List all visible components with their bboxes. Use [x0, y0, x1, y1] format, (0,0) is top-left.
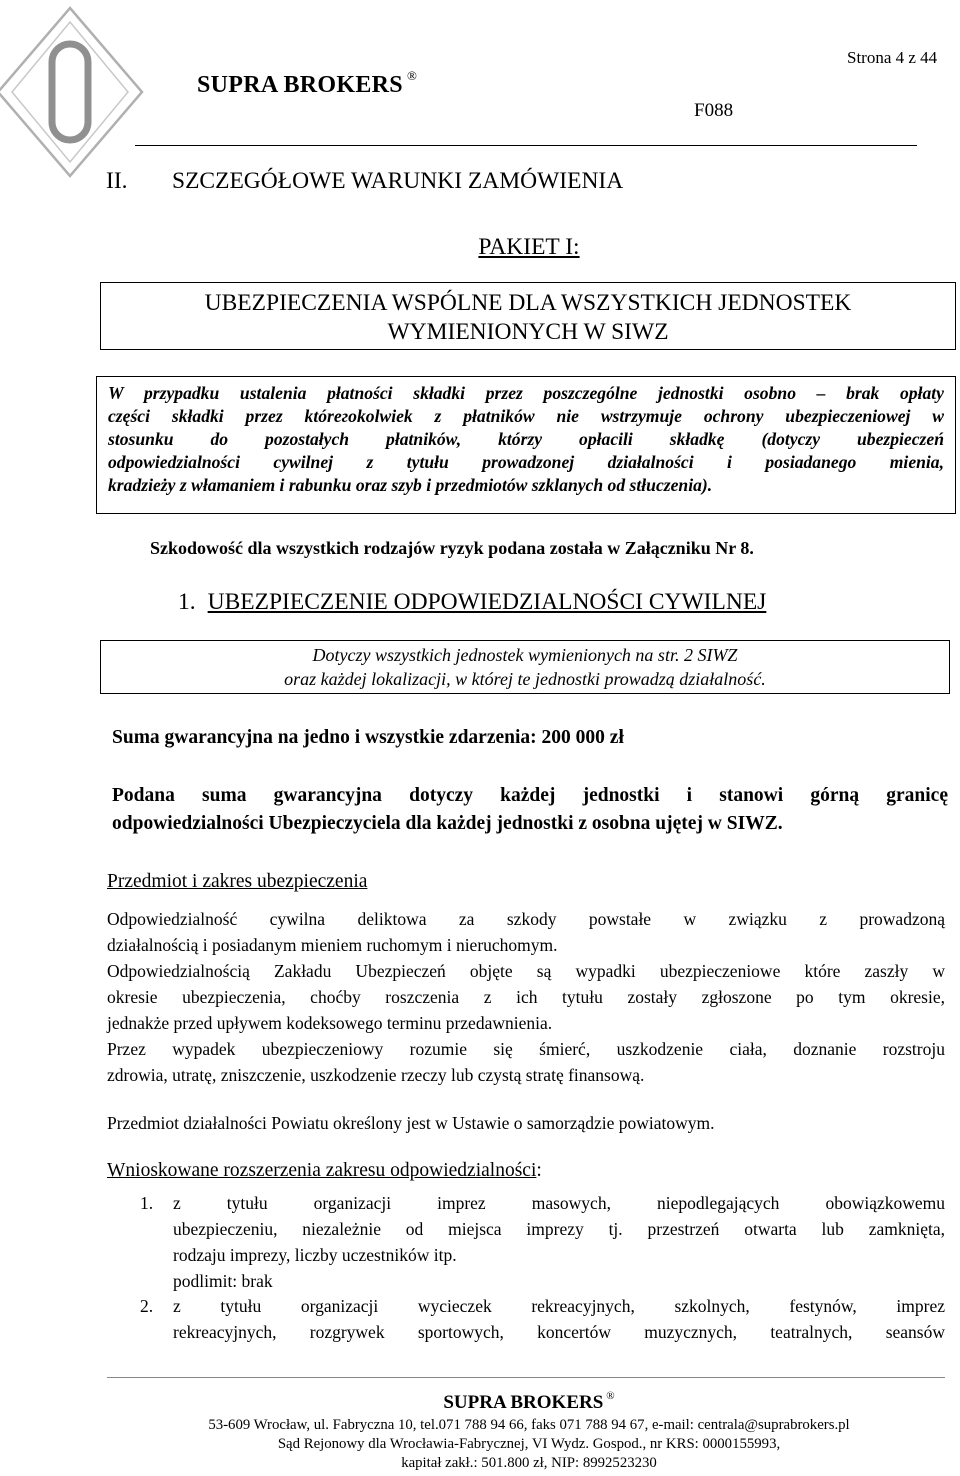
footer-brand: SUPRA BROKERS ®	[443, 1390, 615, 1413]
notice-line: odpowiedzialności cywilnej z tytułu prowadzonej działalności i posiadanego mienia,	[108, 452, 944, 472]
notice-line: stosunku do pozostałych płatników, którzy opłacili składkę (dotyczy ubezpieczeń	[108, 429, 944, 449]
paragraph-line: działalnością i posiadanym mieniem ruchomym i nieruchomym.	[107, 935, 558, 955]
paragraph-definition	[107, 1036, 945, 1088]
supra-brokers-logo-icon	[0, 0, 150, 182]
paragraph-line: okresie ubezpieczenia, choćby roszczenia z ich tytułu zostały zgłoszone po tym okresie,	[107, 987, 945, 1007]
sum-note-line: Podana suma gwarancyjna dotyczy każdej jednostki i stanowi górną granicę	[112, 785, 948, 806]
scope-line: oraz każdej lokalizacji, w której te jednostki prowadzą działalność.	[284, 669, 766, 689]
list-item-line: rekreacyjnych, rozgrywek sportowych, koncertów muzycznych, teatralnych, seansów	[173, 1322, 945, 1342]
page-number: Strona 4 z 44	[847, 48, 938, 67]
paragraph-coverage	[107, 958, 945, 1036]
paragraph-line: Przez wypadek ubezpieczeniowy rozumie się śmierć, uszkodzenie ciała, doznanie rozstroju	[107, 1039, 945, 1059]
paragraph-liability	[107, 906, 945, 958]
list-item-line: z tytułu organizacji wycieczek rekreacyjnych, szkolnych, festynów, imprez	[173, 1296, 945, 1316]
list-item-line: ubezpieczeniu, niezależnie od miejsca imprezy tj. przestrzeń otwarta lub zamknięta,	[173, 1219, 945, 1239]
extensions-heading: Wnioskowane rozszerzenia zakresu odpowiedzialności:	[107, 1160, 542, 1181]
notice-line: części składki przez którегokolwiek z płatników nie wstrzymuje ochrony ubezpieczeniowej w	[108, 406, 944, 426]
list-item-number: 2.	[140, 1296, 154, 1316]
paragraph-line: Odpowiedzialnością Zakładu Ubezpieczeń objęte są wypadki ubezpieczeniowe które zaszły w	[107, 961, 945, 981]
notice-line: W przypadku ustalenia płatności składki przez poszczególne jednostki osobno – brak opłaty	[108, 383, 944, 403]
claims-history-note: Szkodowość dla wszystkich rodzajów ryzyk podana została w Załączniku Nr 8.	[150, 538, 754, 558]
form-code: F088	[694, 100, 734, 121]
header-brand: SUPRA BROKERS ®	[197, 68, 418, 98]
notice-line: kradzieży z włamaniem i rabunku oraz szyb i przedmiotów szklanych od stłuczenia).	[108, 475, 713, 495]
list-item-number: 1.	[140, 1193, 154, 1213]
list-item-line: rodzaju imprezy, liczby uczestników itp.	[173, 1245, 457, 1265]
package-heading: PAKIET I:	[478, 234, 580, 260]
paragraph-line: Przedmiot działalności Powiatu określony jest w Ustawie o samorządzie powiatowym.	[107, 1113, 715, 1133]
list-item-line: z tytułu organizacji imprez masowych, niepodlegających obowiązkowemu	[173, 1193, 945, 1213]
list-item-line: podlimit: brak	[173, 1271, 273, 1291]
paragraph-activity	[107, 1110, 945, 1136]
scope-box	[100, 640, 950, 694]
paragraph-line: zdrowia, utratę, zniszczenie, uszkodzenie rzeczy lub czystą stratę finansową.	[107, 1065, 645, 1085]
payment-notice-box	[96, 376, 956, 514]
footer-address: 53-609 Wrocław, ul. Fabryczna 10, tel.071 788 94 66, faks 071 788 94 67, e-mail: centrala@suprabrokers.pl	[208, 1417, 850, 1433]
paragraph-line: jednakże przed upływem kodeksowego terminu przedawnienia.	[107, 1013, 553, 1033]
header-divider	[135, 145, 917, 146]
liability-heading: 1. UBEZPIECZENIE ODPOWIEDZIALNOŚCI CYWILNEJ	[178, 589, 767, 615]
footer-divider	[107, 1377, 945, 1378]
common-insurance-line: WYMIENIONYCH W SIWZ	[387, 319, 669, 345]
subject-heading: Przedmiot i zakres ubezpieczenia	[107, 871, 368, 892]
section-heading: II. SZCZEGÓŁOWE WARUNKI ZAMÓWIENIA	[106, 168, 624, 194]
sum-insured: Suma gwarancyjna na jedno i wszystkie zdarzenia: 200 000 zł	[112, 727, 624, 748]
footer-registry: Sąd Rejonowy dla Wrocławia-Fabrycznej, VI Wydz. Gospod., nr KRS: 0000155993,	[277, 1436, 781, 1452]
sum-insured-note	[112, 782, 948, 838]
paragraph-line: Odpowiedzialność cywilna deliktowa za szkody powstałe w związku z prowadzoną	[107, 909, 945, 929]
sum-note-line: odpowiedzialności Ubezpieczyciela dla każdej jednostki z osobna ujętej w SIWZ.	[112, 813, 783, 834]
scope-line: Dotyczy wszystkich jednostek wymienionych na str. 2 SIWZ	[312, 645, 738, 665]
footer-capital: kapitał zakł.: 501.800 zł, NIP: 8992523230	[401, 1455, 657, 1471]
common-insurance-box	[100, 282, 956, 350]
common-insurance-line: UBEZPIECZENIA WSPÓLNE DLA WSZYSTKICH JEDNOSTEK	[204, 290, 852, 316]
